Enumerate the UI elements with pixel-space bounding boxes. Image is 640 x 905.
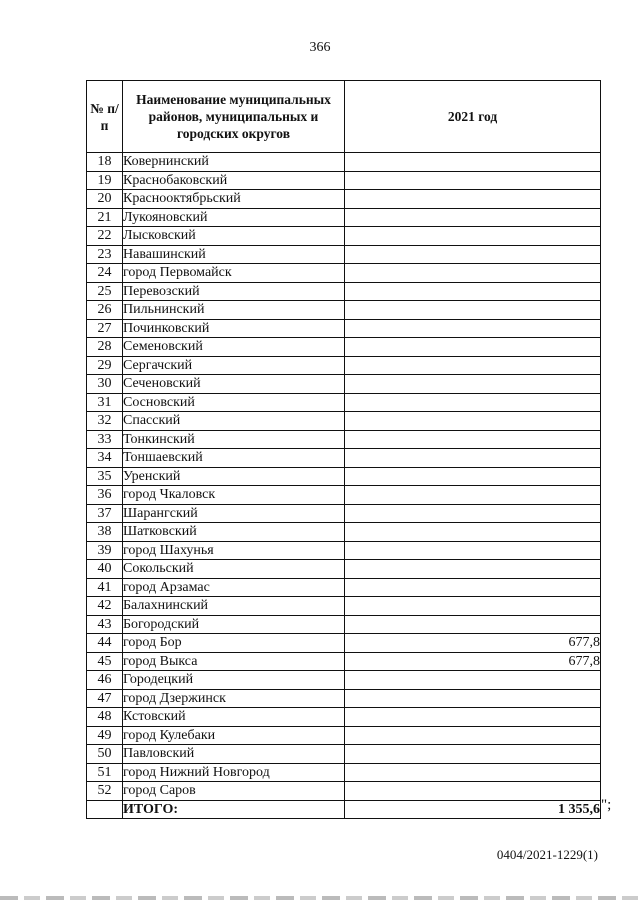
row-number: 36 [87, 486, 123, 505]
header-name: Наименование муниципальных районов, муниципальных и городских округов [123, 81, 345, 153]
total-row [87, 800, 601, 819]
row-value [345, 689, 601, 708]
row-number: 23 [87, 245, 123, 264]
table-body [87, 153, 601, 819]
row-name: город Дзержинск [123, 689, 345, 708]
row-number: 41 [87, 578, 123, 597]
table-row [87, 319, 601, 338]
table-row [87, 689, 601, 708]
row-value [345, 430, 601, 449]
row-number: 40 [87, 560, 123, 579]
row-value [345, 227, 601, 246]
row-name: Лысковский [123, 227, 345, 246]
total-label: ИТОГО: [123, 800, 345, 819]
document-code: 0404/2021-1229(1) [496, 847, 598, 862]
row-name: Семеновский [123, 338, 345, 357]
row-value [345, 726, 601, 745]
row-value [345, 338, 601, 357]
row-number: 38 [87, 523, 123, 542]
row-name: Ковернинский [123, 153, 345, 172]
row-number: 45 [87, 652, 123, 671]
row-value [345, 171, 601, 190]
table-row [87, 356, 601, 375]
row-value [345, 356, 601, 375]
row-value [345, 245, 601, 264]
row-value [345, 301, 601, 320]
row-number: 47 [87, 689, 123, 708]
page-number: 366 [309, 40, 331, 55]
table-row [87, 282, 601, 301]
row-number: 29 [87, 356, 123, 375]
row-number: 30 [87, 375, 123, 394]
row-name: город Бор [123, 634, 345, 653]
row-name: Починковский [123, 319, 345, 338]
row-name: город Чкаловск [123, 486, 345, 505]
row-value [345, 449, 601, 468]
row-name: город Первомайск [123, 264, 345, 283]
row-number: 52 [87, 782, 123, 801]
row-number: 34 [87, 449, 123, 468]
row-number: 49 [87, 726, 123, 745]
table-row [87, 745, 601, 764]
table-row [87, 763, 601, 782]
row-number: 24 [87, 264, 123, 283]
table-row [87, 153, 601, 172]
closing-quote-mark: "; [601, 797, 612, 813]
row-value [345, 560, 601, 579]
row-name: Городецкий [123, 671, 345, 690]
row-name: Перевозский [123, 282, 345, 301]
table-row [87, 671, 601, 690]
allocation-table [86, 80, 601, 819]
table-row [87, 171, 601, 190]
row-name: город Выкса [123, 652, 345, 671]
row-value [345, 708, 601, 727]
row-number: 35 [87, 467, 123, 486]
table-row [87, 393, 601, 412]
table-row [87, 615, 601, 634]
scan-edge-artifact [0, 896, 640, 900]
row-name: Пильнинский [123, 301, 345, 320]
table-row [87, 467, 601, 486]
row-name: Краснооктябрьский [123, 190, 345, 209]
header-year: 2021 год [345, 81, 601, 153]
table-row [87, 523, 601, 542]
table-row [87, 652, 601, 671]
row-number: 21 [87, 208, 123, 227]
row-name: Сергачский [123, 356, 345, 375]
row-name: город Нижний Новгород [123, 763, 345, 782]
row-name: Балахнинский [123, 597, 345, 616]
row-name: Сосновский [123, 393, 345, 412]
table-row [87, 301, 601, 320]
row-number: 39 [87, 541, 123, 560]
row-number: 33 [87, 430, 123, 449]
row-value [345, 671, 601, 690]
table-row [87, 634, 601, 653]
row-value [345, 467, 601, 486]
table-row [87, 245, 601, 264]
row-value [345, 615, 601, 634]
row-value: 677,8 [345, 634, 601, 653]
row-value [345, 597, 601, 616]
table-row [87, 726, 601, 745]
row-number: 27 [87, 319, 123, 338]
table-row [87, 708, 601, 727]
row-number: 22 [87, 227, 123, 246]
row-value [345, 319, 601, 338]
table-row [87, 782, 601, 801]
table-row [87, 190, 601, 209]
row-number: 51 [87, 763, 123, 782]
row-name: Лукояновский [123, 208, 345, 227]
row-value [345, 745, 601, 764]
row-number: 37 [87, 504, 123, 523]
row-value: 677,8 [345, 652, 601, 671]
row-name: город Саров [123, 782, 345, 801]
row-value [345, 412, 601, 431]
row-name: Сокольский [123, 560, 345, 579]
row-name: Павловский [123, 745, 345, 764]
table-row [87, 430, 601, 449]
row-value [345, 782, 601, 801]
row-number: 43 [87, 615, 123, 634]
row-name: Тоншаевский [123, 449, 345, 468]
row-number: 28 [87, 338, 123, 357]
row-number: 44 [87, 634, 123, 653]
row-number: 42 [87, 597, 123, 616]
table-row [87, 338, 601, 357]
row-name: Тонкинский [123, 430, 345, 449]
total-value: 1 355,6 [345, 800, 601, 819]
row-name: город Шахунья [123, 541, 345, 560]
table-row [87, 541, 601, 560]
row-value [345, 486, 601, 505]
row-value [345, 208, 601, 227]
row-name: Шарангский [123, 504, 345, 523]
table-header-row [87, 81, 601, 153]
table-row [87, 560, 601, 579]
row-value [345, 282, 601, 301]
row-value [345, 375, 601, 394]
row-name: Сеченовский [123, 375, 345, 394]
row-number: 31 [87, 393, 123, 412]
row-name: Уренский [123, 467, 345, 486]
row-name: город Арзамас [123, 578, 345, 597]
table-row [87, 412, 601, 431]
row-name: Навашинский [123, 245, 345, 264]
total-num-cell [87, 800, 123, 819]
table-row [87, 264, 601, 283]
row-value [345, 264, 601, 283]
row-number: 18 [87, 153, 123, 172]
table-row [87, 227, 601, 246]
row-number: 46 [87, 671, 123, 690]
row-value [345, 504, 601, 523]
row-number: 50 [87, 745, 123, 764]
row-value [345, 523, 601, 542]
row-value [345, 578, 601, 597]
table-row [87, 504, 601, 523]
row-name: Кстовский [123, 708, 345, 727]
table-row [87, 449, 601, 468]
row-number: 20 [87, 190, 123, 209]
row-value [345, 763, 601, 782]
row-name: Богородский [123, 615, 345, 634]
row-number: 19 [87, 171, 123, 190]
table-row [87, 486, 601, 505]
row-value [345, 541, 601, 560]
row-value [345, 190, 601, 209]
row-number: 26 [87, 301, 123, 320]
row-value [345, 393, 601, 412]
row-name: Шатковский [123, 523, 345, 542]
row-number: 48 [87, 708, 123, 727]
table-row [87, 208, 601, 227]
row-value [345, 153, 601, 172]
table-row [87, 578, 601, 597]
table-row [87, 375, 601, 394]
table-row [87, 597, 601, 616]
row-name: Краснобаковский [123, 171, 345, 190]
row-number: 32 [87, 412, 123, 431]
row-number: 25 [87, 282, 123, 301]
row-name: Спасский [123, 412, 345, 431]
header-num: № п/п [87, 81, 123, 153]
row-name: город Кулебаки [123, 726, 345, 745]
